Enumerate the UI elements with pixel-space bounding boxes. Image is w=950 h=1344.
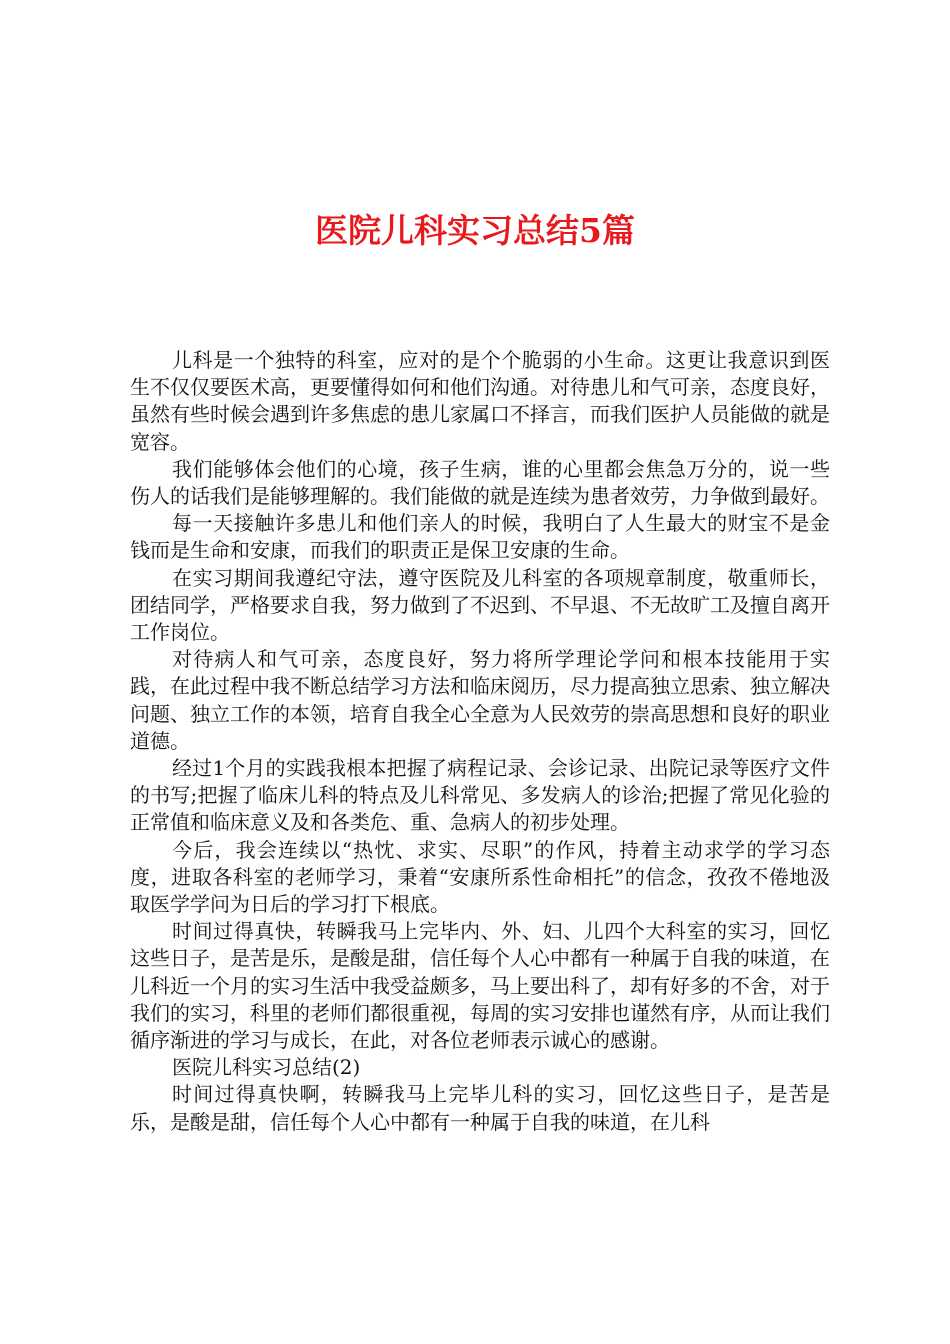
paragraph: 经过1个月的实践我根本把握了病程记录、会诊记录、出院记录等医疗文件的书写;把握了临床儿科的特点及儿科常见、多发病人的诊治;把握了常见化验的正常值和临床意义及和各类危、重、急病人的初步处理。 [130,756,830,835]
document-title: 医院儿科实习总结5篇 [315,211,635,250]
document-body [130,347,830,1136]
paragraph: 在实习期间我遵纪守法，遵守医院及儿科室的各项规章制度，敬重师长，团结同学，严格要求自我，努力做到了不迟到、不早退、不无故旷工及擅自离开工作岗位。 [130,565,830,645]
paragraph: 时间过得真快啊，转瞬我马上完毕儿科的实习，回忆这些日子，是苦是乐，是酸是甜，信任每个人心中都有一种属于自我的味道，在儿科 [130,1082,830,1134]
paragraph: 每一天接触许多患儿和他们亲人的时候，我明白了人生最大的财宝不是金钱而是生命和安康，而我们的职责正是保卫安康的生命。 [130,511,830,563]
paragraph: 时间过得真快，转瞬我马上完毕内、外、妇、儿四个大科室的实习，回忆这些日子，是苦是乐，是酸是甜，信任每个人心中都有一种属于自我的味道，在儿科近一个月的实习生活中我受益颇多，马上要出科了，却有好多的不舍，对于我们的实习，科里的老师们都很重视，每周的实习安排也谨然有序，从而让我们循序渐进的学习与成长，在此，对各位老师表示诚心的感谢。 [130,919,830,1053]
paragraph: 对待病人和气可亲，态度良好，努力将所学理论学问和根本技能用于实践，在此过程中我不断总结学习方法和临床阅历，尽力提高独立思索、独立解决问题、独立工作的本领，培育自我全心全意为人民效劳的崇高思想和良好的职业道德。 [130,647,830,753]
paragraph: 我们能够体会他们的心境，孩子生病，谁的心里都会焦急万分的，说一些伤人的话我们是能够理解的。我们能做的就是连续为患者效劳，力争做到最好。 [130,456,830,509]
paragraph: 今后，我会连续以“热忱、求实、尽职”的作风，持着主动求学的学习态度，进取各科室的老师学习，秉着“安康所系性命相托”的信念，孜孜不倦地汲取医学学问为日后的学习打下根底。 [130,837,830,917]
section-subheading: 医院儿科实习总结(2) [172,1055,361,1080]
paragraph: 儿科是一个独特的科室，应对的是个个脆弱的小生命。这更让我意识到医生不仅仅要医术高，更要懂得如何和他们沟通。对待患儿和气可亲，态度良好，虽然有些时候会遇到许多焦虑的患儿家属口不择言，而我们医护人员能做的就是宽容。 [130,348,830,454]
